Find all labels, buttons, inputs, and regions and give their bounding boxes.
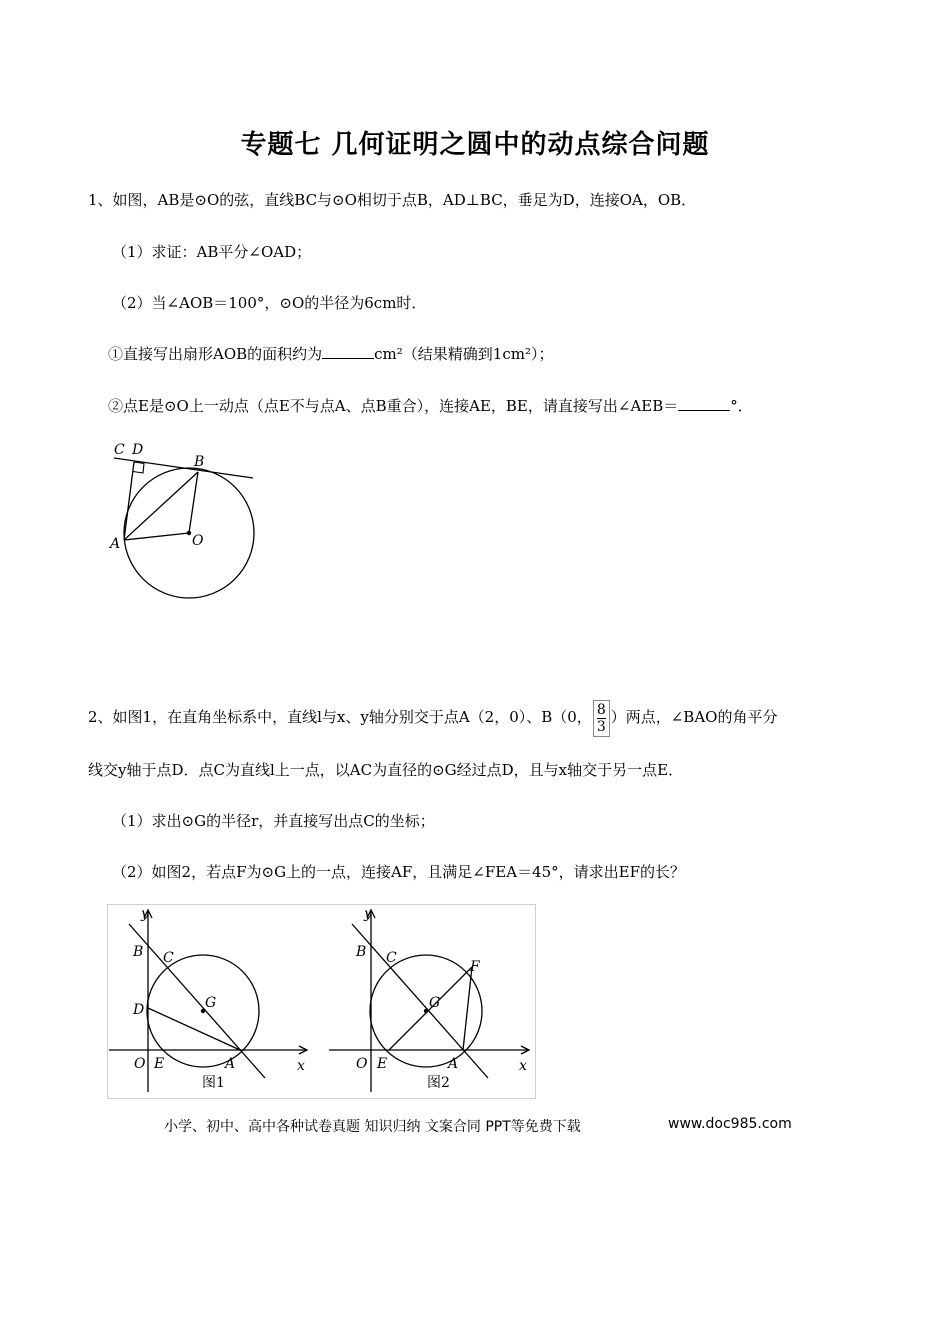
label-o: O: [134, 1056, 146, 1072]
answer-blank[interactable]: [322, 344, 374, 359]
chord-ab: [124, 472, 198, 540]
q1-part2b-unit: °．: [730, 397, 753, 415]
q2-stem-line2: 线交y轴于点D．点C为直线l上一点，以AC为直径的⊙G经过点D，且与x轴交于另一点E．: [88, 761, 684, 779]
label-b: B: [356, 944, 367, 960]
radius-ob: [189, 472, 198, 533]
q2-part1: （1）求出⊙G的半径r，并直接写出点C的坐标；: [112, 812, 435, 830]
answer-blank[interactable]: [678, 396, 730, 411]
center-point-o: [187, 531, 191, 535]
segment-af: [463, 967, 472, 1050]
label-a: A: [225, 1056, 236, 1072]
fraction-8-3: [593, 700, 610, 737]
q1-stem: 1、如图，AB是⊙O的弦，直线BC与⊙O相切于点B，AD⊥BC，垂足为D，连接OA，OB．: [88, 191, 697, 209]
label-x: x: [297, 1058, 305, 1074]
line-l: [352, 924, 488, 1078]
tangent-line-bc: [114, 458, 253, 478]
q1-part2b: [108, 396, 753, 416]
page-title: 专题七 几何证明之圆中的动点综合问题: [240, 130, 710, 160]
figure-2-caption: 图2: [427, 1075, 450, 1091]
label-c: C: [163, 950, 174, 966]
q2-figure-2: [329, 906, 529, 1092]
q1-part2b-text: ②点E是⊙O上一动点（点E不与点A、点B重合），连接AE，BE，请直接写出∠AEB＝: [108, 397, 679, 415]
q1-part2a-text: ①直接写出扇形AOB的面积约为: [108, 345, 323, 363]
fraction-denominator: 3: [596, 718, 606, 735]
label-d: D: [133, 1002, 145, 1018]
center-point-g: [424, 1009, 428, 1013]
label-b: B: [194, 454, 205, 470]
q1-part1: （1）求证：AB平分∠OAD；: [112, 243, 312, 261]
q2-figures: [107, 904, 537, 1100]
q2-stem-line1: [88, 694, 777, 740]
label-g: G: [429, 995, 441, 1011]
label-e: E: [154, 1056, 165, 1072]
label-a: A: [448, 1056, 459, 1072]
label-y: y: [141, 906, 149, 922]
footer-link[interactable]: www.doc985.com: [668, 1116, 792, 1132]
label-x: x: [519, 1058, 527, 1074]
q2-figure-1: [109, 906, 307, 1092]
q1-figure: [100, 436, 270, 606]
segment-ad: [148, 1008, 240, 1050]
label-c: C: [114, 442, 125, 458]
label-a: A: [110, 536, 121, 552]
label-d: D: [132, 442, 144, 458]
label-y: y: [364, 906, 372, 922]
right-angle-mark: [133, 462, 144, 473]
figure-frame: [108, 905, 536, 1099]
label-f: F: [470, 959, 480, 975]
label-o: O: [356, 1056, 368, 1072]
q2-stem-text: 2、如图1，在直角坐标系中，直线l与x、y轴分别交于点A（2，0）、B（0，: [88, 708, 592, 726]
line-l: [129, 924, 265, 1078]
radius-oa: [124, 533, 189, 540]
q2-part2: （2）如图2，若点F为⊙G上的一点，连接AF，且满足∠FEA＝45°，请求出EF的长？: [112, 863, 685, 881]
label-e: E: [377, 1056, 388, 1072]
figure-1-caption: 图1: [202, 1075, 225, 1091]
q1-part2a: [108, 344, 553, 364]
q1-part2a-unit: cm²（结果精确到1cm²）；: [374, 345, 554, 363]
q2-stem-text-end: ）两点，∠BAO的角平分: [610, 708, 778, 726]
footer-text: 小学、初中、高中各种试卷真题 知识归纳 文案合同 PPT等免费下载: [164, 1119, 581, 1135]
fraction-numerator: 8: [596, 701, 606, 718]
label-o: O: [192, 533, 204, 549]
q1-part2: （2）当∠AOB＝100°，⊙O的半径为6cm时．: [112, 294, 427, 312]
label-g: G: [205, 995, 217, 1011]
label-c: C: [386, 950, 397, 966]
label-b: B: [133, 944, 144, 960]
